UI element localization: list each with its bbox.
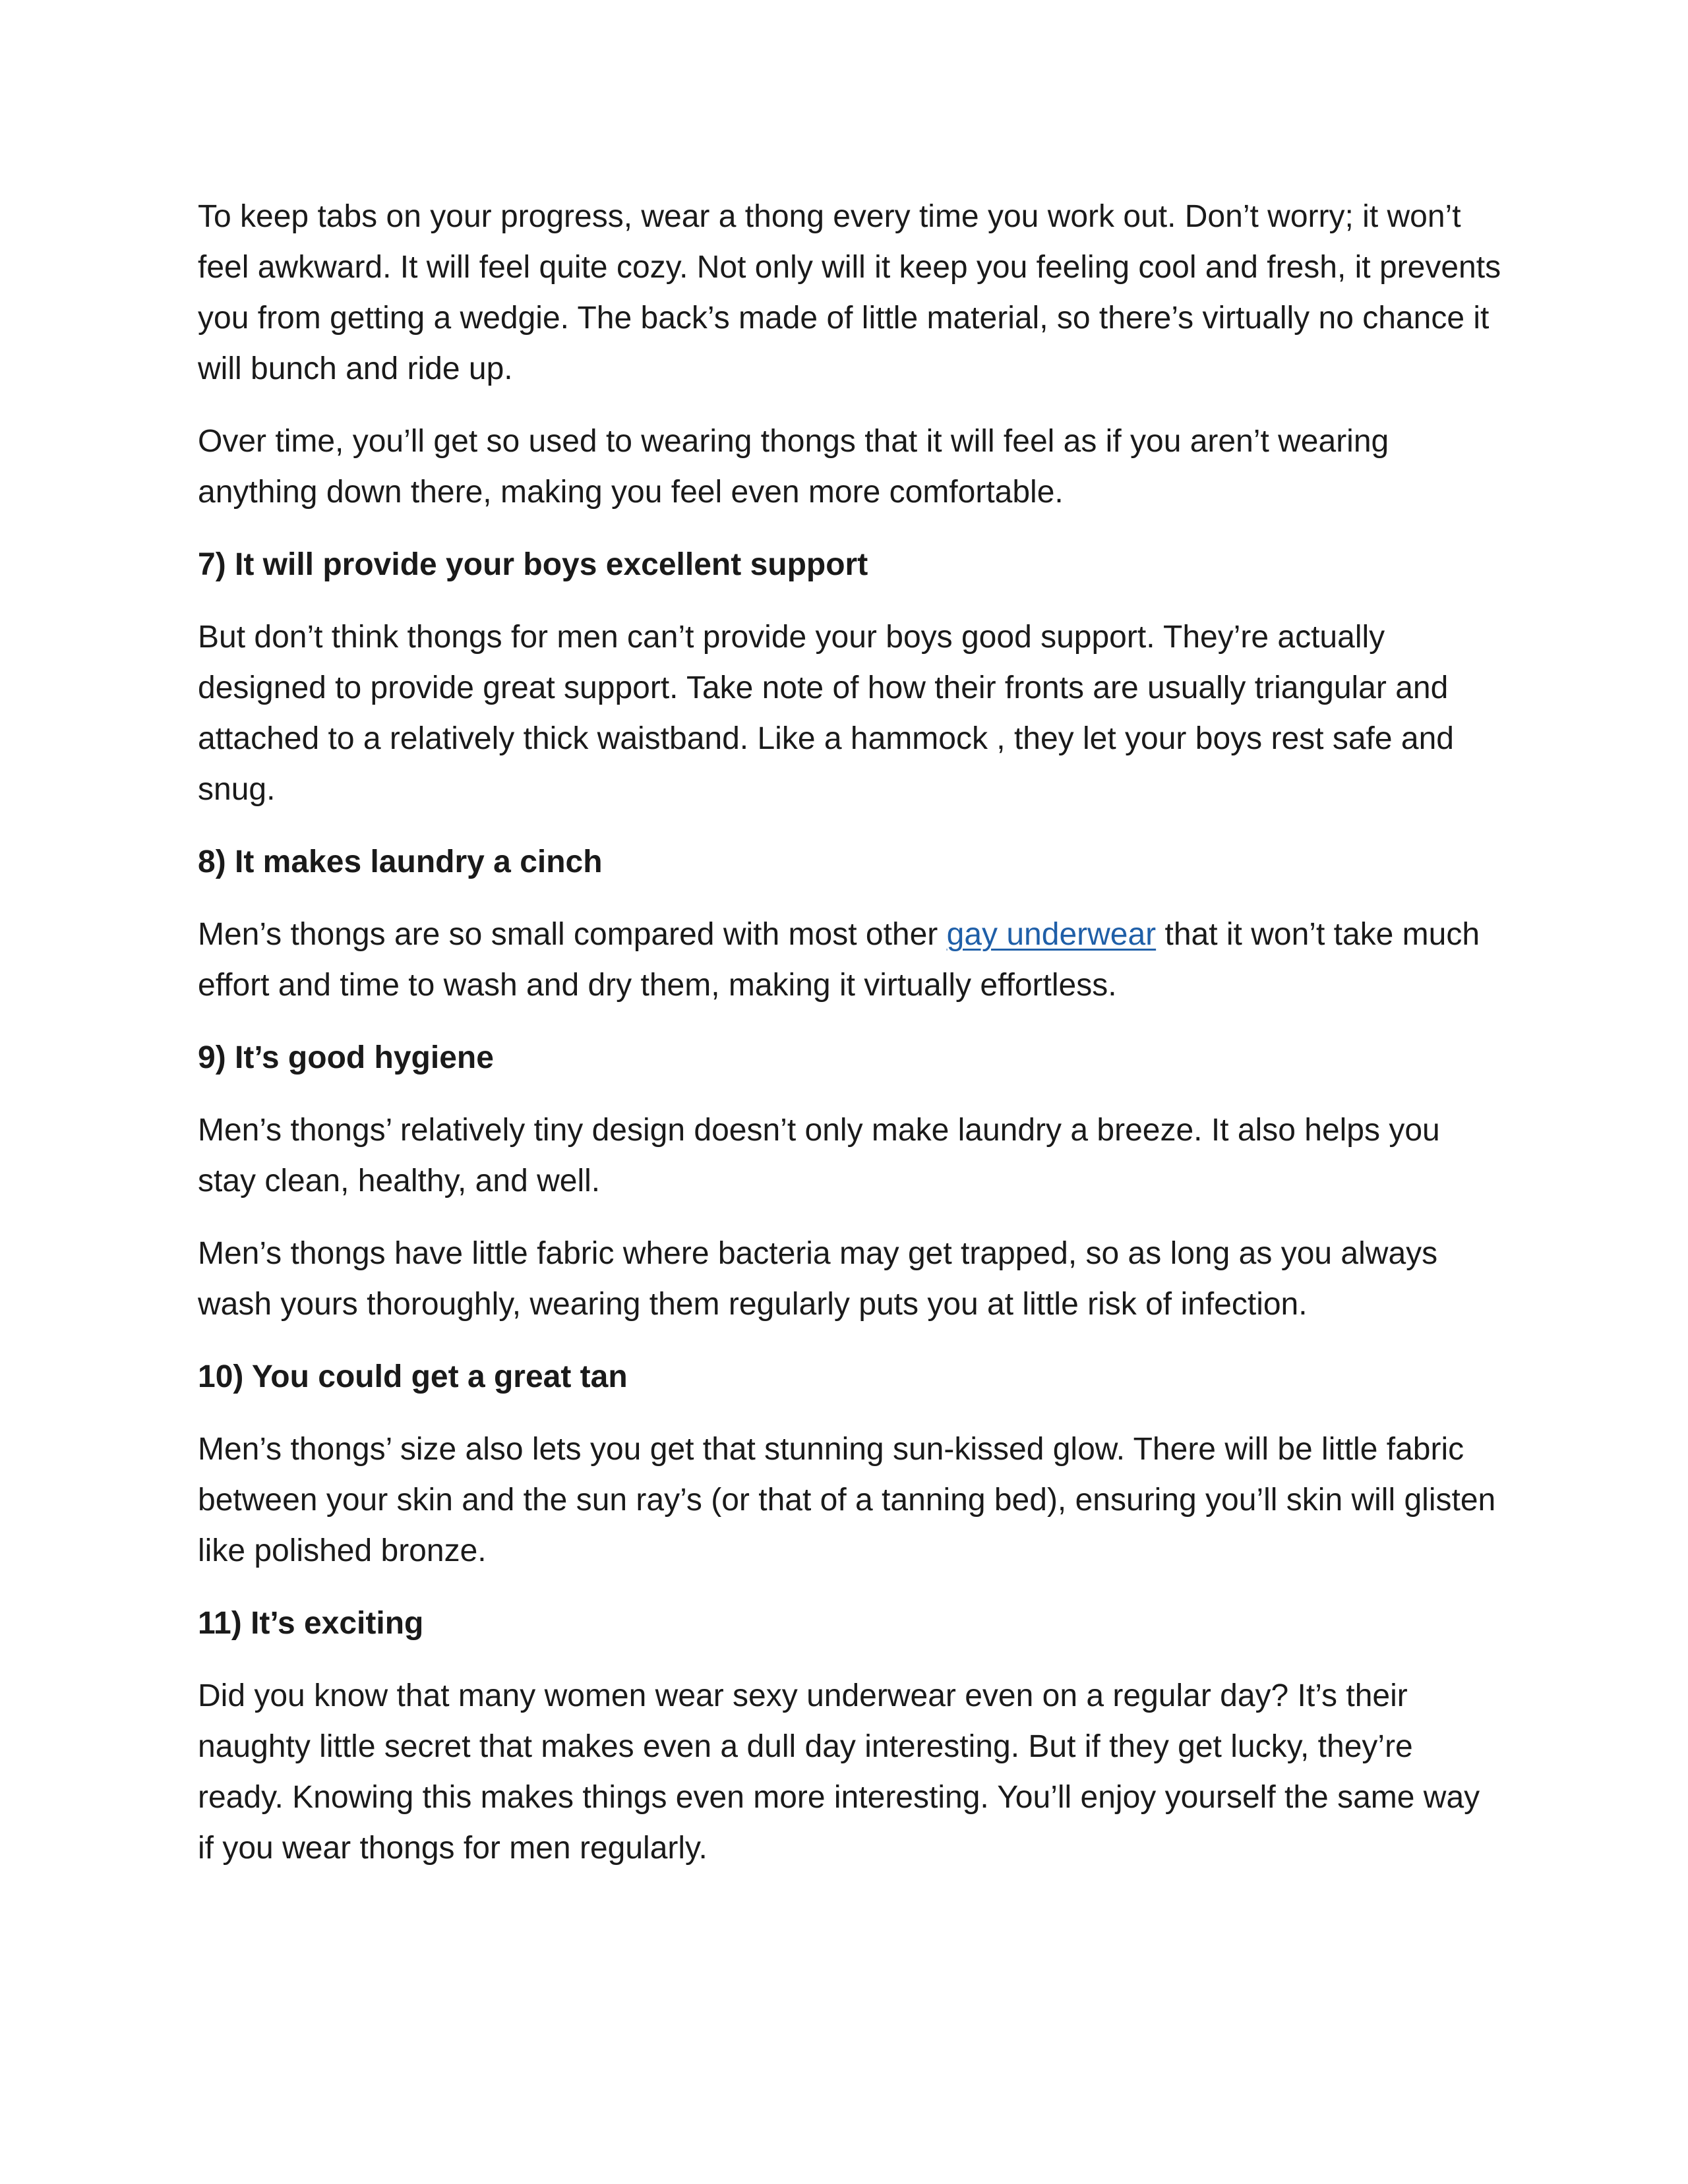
document-page (198, 191, 1503, 1895)
gay-underwear-link[interactable]: gay underwear (946, 917, 1157, 952)
paragraph-hygiene: Men’s thongs’ relatively tiny design doesn’t only make laundry a breeze. It also helps you stay clean, healthy, and well. (198, 1113, 1440, 1198)
heading-exciting: 11) It’s exciting (198, 1606, 424, 1641)
paragraph-comfort: Over time, you’ll get so used to wearing thongs that it will feel as if you aren’t wearing anything down there, making you feel even more comfortable. (198, 424, 1389, 510)
heading-laundry: 8) It makes laundry a cinch (198, 844, 603, 879)
paragraph-laundry-text-end: that it won’t take much effort and time to wash and dry them, making it virtually effortless. (198, 917, 1480, 1003)
paragraph-tan: Men’s thongs’ size also lets you get that stunning sun-kissed glow. There will be little fabric between your skin and the sun ray’s (or that of a tanning bed), ensuring you’ll skin will glisten like polished bronze. (198, 1432, 1496, 1568)
heading-support: 7) It will provide your boys excellent support (198, 547, 868, 582)
paragraph-laundry (198, 909, 1503, 1011)
paragraph-exciting: Did you know that many women wear sexy underwear even on a regular day? It’s their naughty little secret that makes even a dull day interesting. But if they get lucky, they’re ready. Knowing this makes things even more interesting. You’ll enjoy yourself the same way if you wear thongs for men regularly. (198, 1678, 1480, 1866)
paragraph-bacteria: Men’s thongs have little fabric where bacteria may get trapped, so as long as you always wash yours thoroughly, wearing them regularly puts you at little risk of infection. (198, 1236, 1438, 1322)
paragraph-progress: To keep tabs on your progress, wear a thong every time you work out. Don’t worry; it won’t feel awkward. It will feel quite cozy. Not only will it keep you feeling cool and fresh, it prevents you from getting a wedgie. The back’s made of little material, so there’s virtually no chance it will bunch and ride up. (198, 199, 1501, 386)
paragraph-support: But don’t think thongs for men can’t provide your boys good support. They’re actually designed to provide great support. Take note of how their fronts are usually triangular and attached to a relatively thick waistband. Like a hammock , they let your boys rest safe and snug. (198, 620, 1454, 807)
paragraph-laundry-text-start: Men’s thongs are so small compared with most other (198, 917, 947, 952)
heading-hygiene: 9) It’s good hygiene (198, 1040, 494, 1075)
heading-tan: 10) You could get a great tan (198, 1359, 628, 1394)
